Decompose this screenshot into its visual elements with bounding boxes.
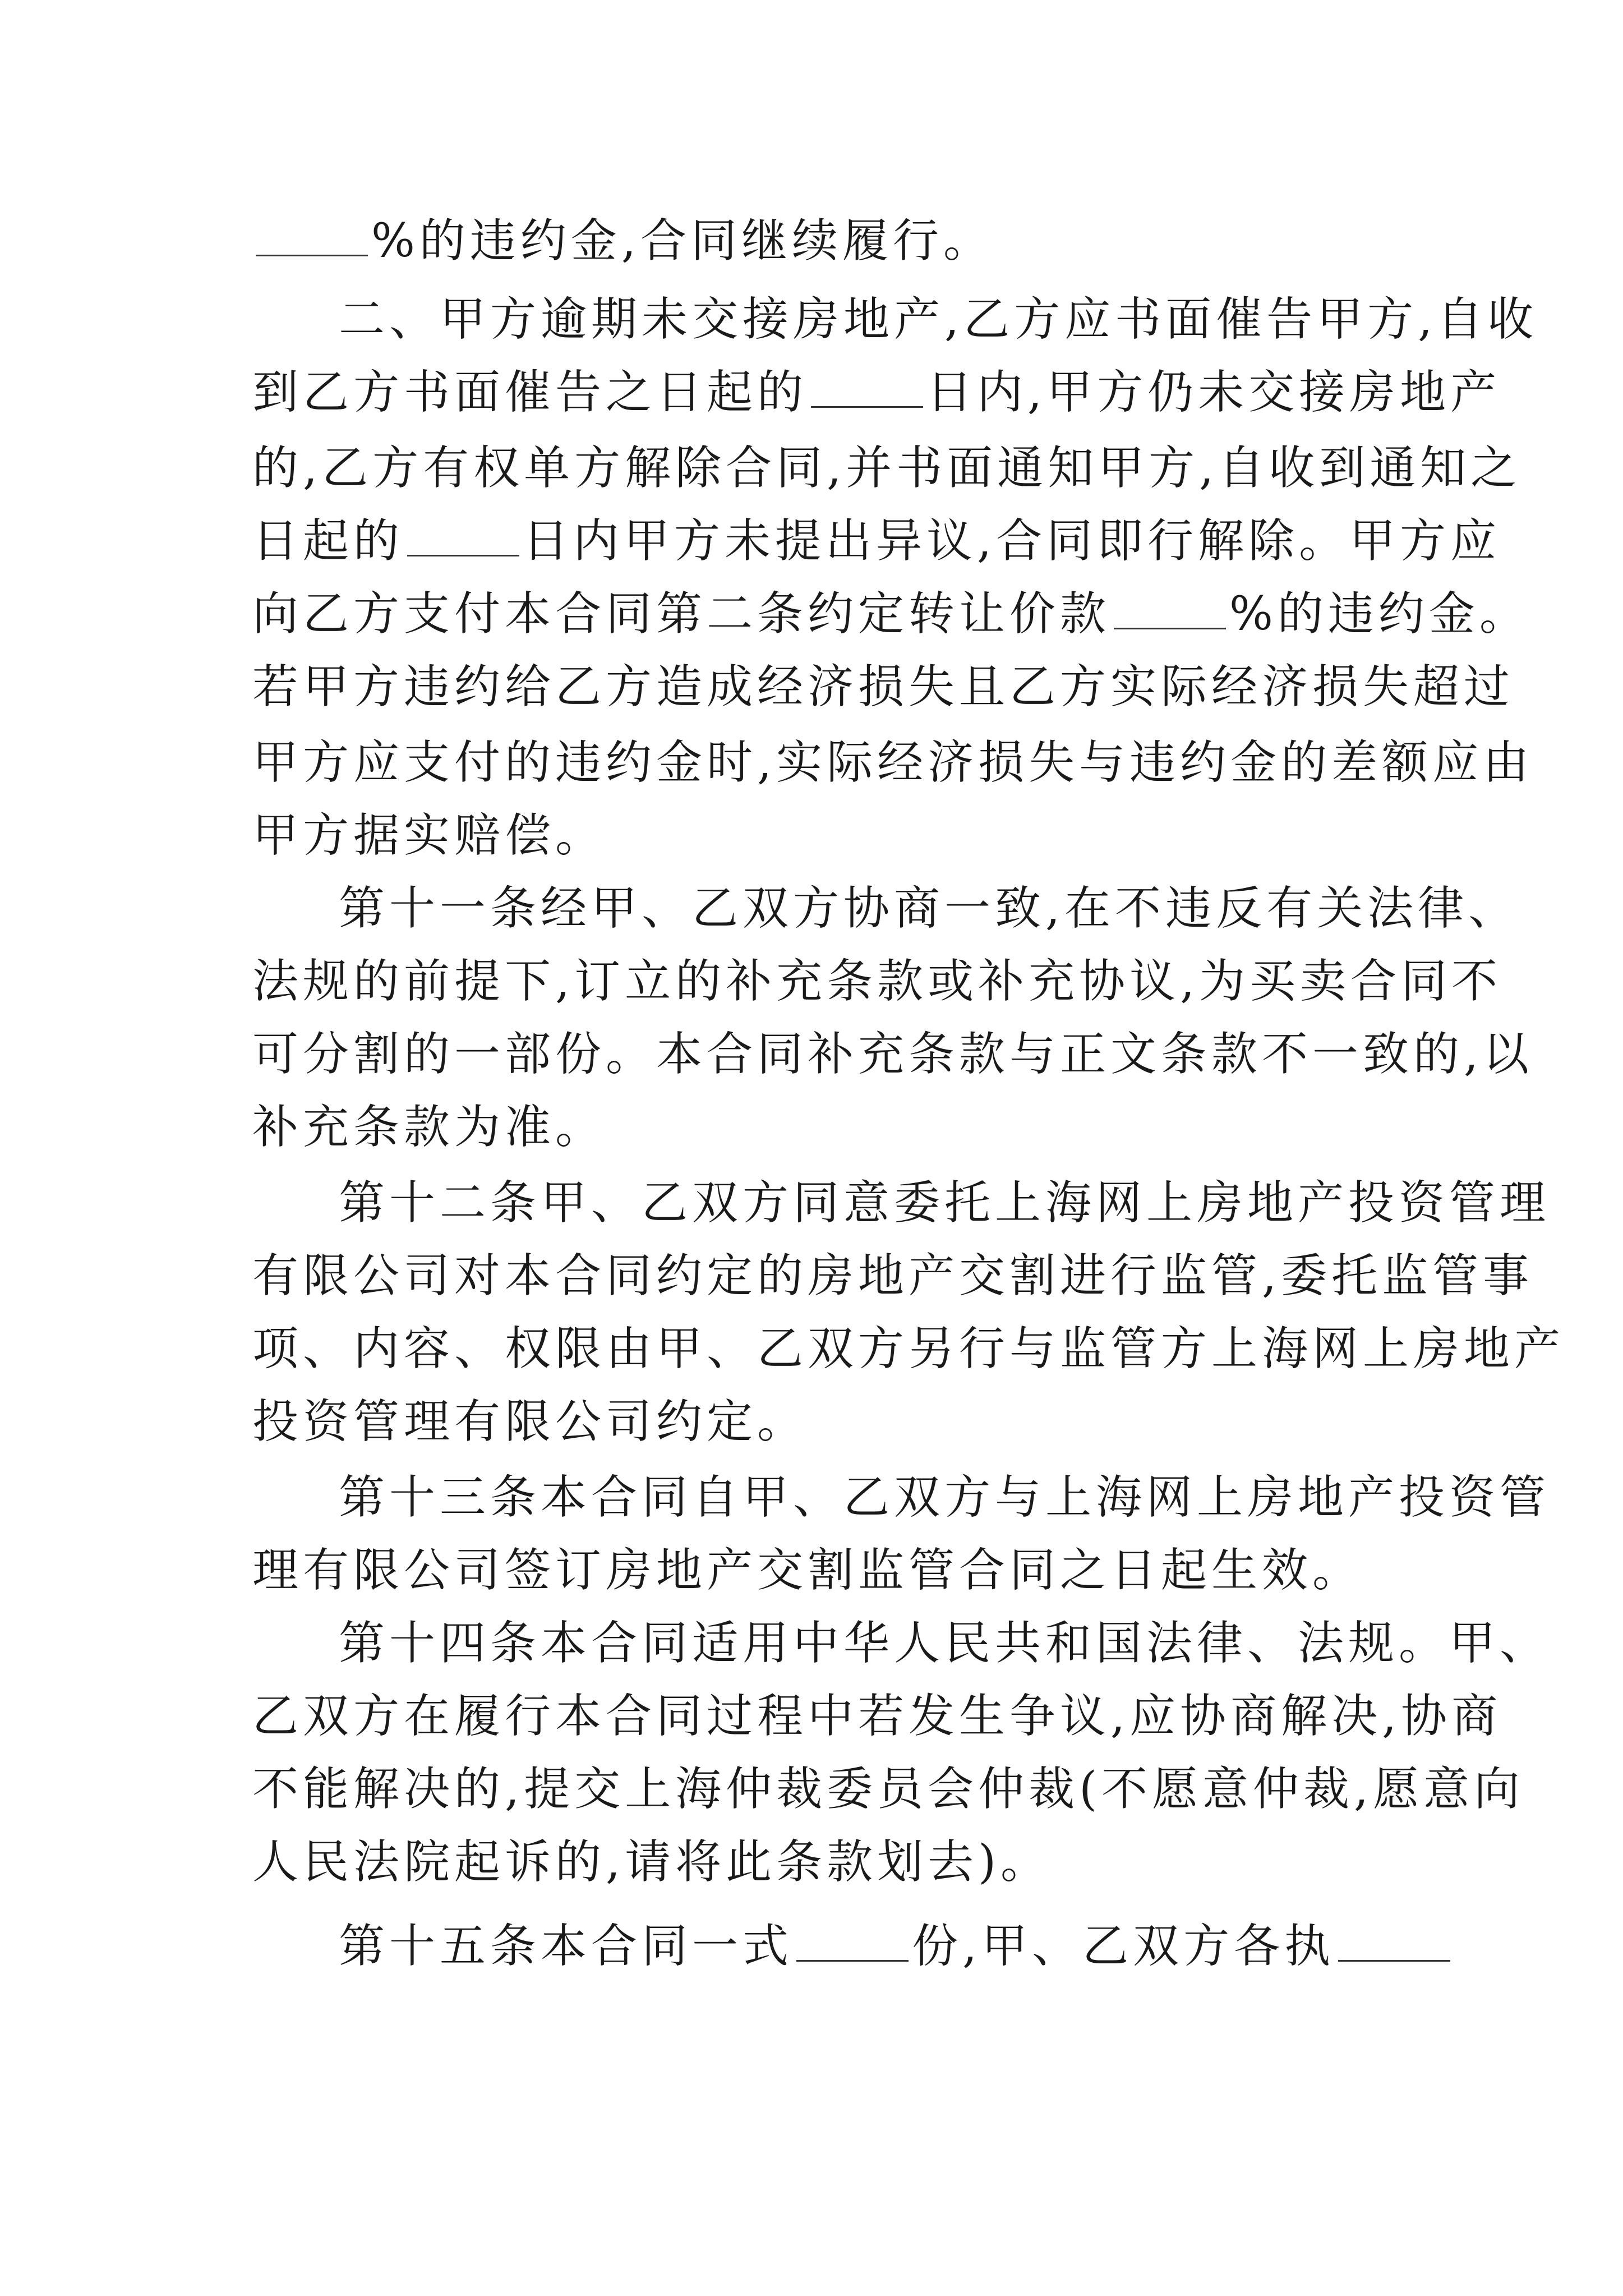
text-segment: 甲方应支付的违约金时,实际经济损失与违约金的差额应由 <box>252 736 1534 789</box>
text-line <box>252 1543 1363 1599</box>
text-line <box>252 513 1501 569</box>
text-segment: 第十五条本合同一式 <box>339 1920 794 1973</box>
text-segment: %的违约金,合同继续履行。 <box>371 214 994 268</box>
text-segment: 人民法院起诉的,请将此条款划去)。 <box>252 1835 1052 1889</box>
text-segment: 第十三条本合同自甲、乙双方与上海网上房地产投资管 <box>339 1471 1551 1524</box>
text-segment: 理有限公司签订房地产交割监管合同之日起生效。 <box>252 1544 1363 1597</box>
text-segment: 乙双方在履行本合同过程中若发生争议,应协商解决,协商 <box>252 1690 1502 1743</box>
text-line <box>252 808 606 864</box>
text-line <box>252 735 1533 791</box>
text-segment: 有限公司对本合同约定的房地产交割进行监管,委托监管事 <box>252 1249 1534 1303</box>
fill-in-blank <box>796 1922 909 1962</box>
text-segment: 补充条款为准。 <box>252 1101 606 1154</box>
text-line <box>339 881 1519 937</box>
text-line <box>252 1688 1502 1745</box>
text-line <box>252 365 1501 421</box>
text-segment: 第十一条经甲、乙双方协商一致,在不违反有关法律、 <box>339 882 1519 935</box>
text-line <box>339 1175 1550 1231</box>
text-line <box>252 954 1502 1010</box>
text-line <box>252 1027 1533 1083</box>
fill-in-blank <box>1338 1922 1450 1962</box>
text-segment: 第十二条甲、乙双方同意委托上海网上房地产投资管理 <box>339 1176 1551 1230</box>
text-segment: 份,甲、乙双方各执 <box>912 1920 1335 1973</box>
text-line <box>252 1321 1565 1377</box>
text-line <box>339 292 1538 348</box>
text-segment: 第十四条本合同适用中华人民共和国法律、法规。甲、 <box>339 1617 1551 1670</box>
text-line <box>252 1248 1533 1304</box>
text-line <box>252 1394 808 1450</box>
fill-in-blank <box>811 368 923 408</box>
text-line <box>252 1834 1051 1890</box>
text-line <box>252 440 1521 496</box>
text-segment: 法规的前提下,订立的补充条款或补充协议,为买卖合同不 <box>252 955 1502 1008</box>
text-line <box>252 586 1530 642</box>
text-segment: 向乙方支付本合同第二条约定转让价款 <box>252 587 1111 641</box>
text-segment: 日起的 <box>252 514 404 568</box>
text-segment: 日内,甲方仍未交接房地产 <box>926 366 1501 419</box>
text-segment: 若甲方违约给乙方造成经济损失且乙方实际经济损失超过 <box>252 660 1515 714</box>
text-segment: 不能解决的,提交上海仲裁委员会仲裁(不愿意仲裁,愿意向 <box>252 1763 1525 1816</box>
fill-in-blank <box>1114 590 1226 629</box>
text-segment: 项、内容、权限由甲、乙双方另行与监管方上海网上房地产 <box>252 1322 1565 1375</box>
text-segment: 日内甲方未提出异议,合同即行解除。甲方应 <box>523 514 1501 568</box>
text-segment: 到乙方书面催告之日起的 <box>252 366 808 419</box>
text-segment: 投资管理有限公司约定。 <box>252 1395 808 1448</box>
text-line <box>339 1616 1550 1672</box>
fill-in-blank <box>407 517 519 556</box>
text-line <box>252 213 994 269</box>
text-line <box>252 1099 606 1156</box>
text-line <box>252 659 1514 715</box>
text-line <box>339 1470 1550 1526</box>
text-segment: 甲方据实赔偿。 <box>252 809 606 862</box>
text-line <box>339 1918 1454 1975</box>
text-segment: %的违约金。 <box>1229 587 1530 641</box>
text-segment: 二、甲方逾期未交接房地产,乙方应书面催告甲方,自收 <box>339 293 1538 346</box>
text-segment: 可分割的一部份。本合同补充条款与正文条款不一致的,以 <box>252 1028 1534 1081</box>
text-segment: 的,乙方有权单方解除合同,并书面通知甲方,自收到通知之 <box>252 441 1521 495</box>
text-line <box>252 1761 1524 1818</box>
fill-in-blank <box>256 217 368 256</box>
